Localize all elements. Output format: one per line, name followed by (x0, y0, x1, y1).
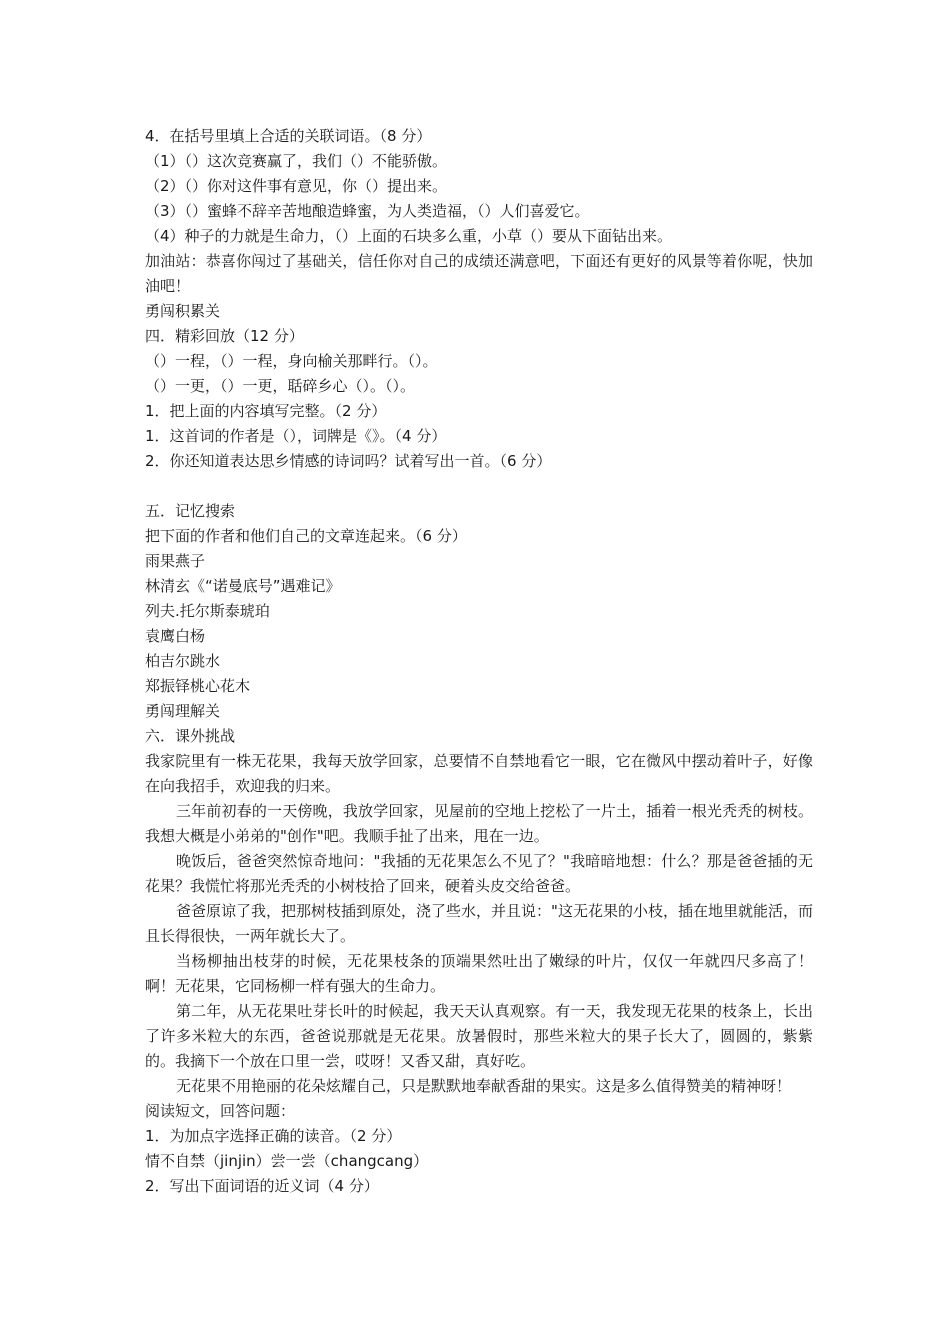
author-work-pair: 柏吉尔跳水 (145, 652, 221, 670)
question-4-item-1: （1）（）这次竞赛赢了，我们（）不能骄傲。 (145, 152, 448, 170)
level-understand-title: 勇闯理解关 (145, 702, 221, 720)
document-body (145, 124, 813, 1199)
passage-paragraph: 第二年，从无花果吐芽长叶的时候起，我天天认真观察。有一天，我发现无花果的枝条上，长出了许多米粒大的东西，爸爸说那就是无花果。放暑假时，那些米粒大的果子长大了，圆圆的，紫紫的。我摘下一个放在口里一尝，哎呀！又香又甜，真好吃。 (145, 1002, 813, 1070)
section-four-question-3: 2．你还知道表达思乡情感的诗词吗？试着写出一首。（6 分） (145, 452, 552, 470)
question-4-heading: 4．在括号里填上合适的关联词语。（8 分） (145, 127, 432, 145)
author-work-pair: 林清玄《“诺曼底号”遇难记》 (145, 577, 341, 595)
level-accumulate-title: 勇闯积累关 (145, 302, 221, 320)
question-4-item-2: （2）（）你对这件事有意见，你（）提出来。 (145, 177, 448, 195)
author-work-pair: 郑振铎桃心花木 (145, 677, 251, 695)
author-work-pair: 雨果燕子 (145, 552, 206, 570)
passage-paragraph: 无花果不用艳丽的花朵炫耀自己，只是默默地奉献香甜的果实。这是多么值得赞美的精神呀！ (176, 1077, 792, 1095)
poem-line-1: （）一程，（）一程，身向榆关那畔行。（）。 (145, 352, 438, 370)
section-four-heading: 四．精彩回放（12 分） (145, 327, 304, 345)
blank-line (145, 474, 813, 499)
section-five-heading: 五．记忆搜索 (145, 502, 236, 520)
passage-paragraph: 三年前初春的一天傍晚，我放学回家，见屋前的空地上挖松了一片土，插着一根光秃秃的树枝。我想大概是小弟弟的"创作"吧。我顺手扯了出来，甩在一边。 (145, 802, 813, 845)
poem-line-2: （）一更，（）一更，聒碎乡心（）。（）。 (145, 377, 416, 395)
encouragement-text: 加油站：恭喜你闯过了基础关，信任你对自己的成绩还满意吧，下面还有更好的风景等着你呢，快加油吧！ (145, 252, 813, 295)
author-work-pair: 袁鹰白杨 (145, 627, 206, 645)
section-six-heading: 六．课外挑战 (145, 727, 236, 745)
passage-paragraph: 爸爸原谅了我，把那树枝插到原处，浇了些水，并且说："这无花果的小枝，插在地里就能活，而且长得很快，一两年就长大了。 (145, 902, 813, 945)
question-4-item-4: （4）种子的力就是生命力，（）上面的石块多么重，小草（）要从下面钻出来。 (145, 227, 673, 245)
question-4-item-3: （3）（）蜜蜂不辞辛苦地酿造蜂蜜，为人类造福，（）人们喜爱它。 (145, 202, 590, 220)
reading-question-1-options: 情不自禁（jinjin）尝一尝（changcang） (145, 1152, 429, 1170)
author-work-pair: 列夫.托尔斯泰琥珀 (145, 602, 270, 620)
section-four-question-2: 1．这首词的作者是（），词牌是《》。（4 分） (145, 427, 447, 445)
passage-paragraph: 当杨柳抽出枝芽的时候，无花果枝条的顶端果然吐出了嫩绿的叶片，仅仅一年就四尺多高了！啊！无花果，它同杨柳一样有强大的生命力。 (145, 952, 813, 995)
section-four-question-1: 1．把上面的内容填写完整。（2 分） (145, 402, 387, 420)
reading-instruction: 阅读短文，回答问题： (145, 1102, 296, 1120)
reading-question-1: 1．为加点字选择正确的读音。（2 分） (145, 1127, 402, 1145)
passage-paragraph: 我家院里有一株无花果，我每天放学回家，总要情不自禁地看它一眼，它在微风中摆动着叶子，好像在向我招手，欢迎我的归来。 (145, 752, 813, 795)
passage-paragraph: 晚饭后，爸爸突然惊奇地问："我插的无花果怎么不见了？"我暗暗地想：什么？那是爸爸插的无花果？我慌忙将那光秃秃的小树枝拾了回来，硬着头皮交给爸爸。 (145, 852, 813, 895)
reading-question-2: 2．写出下面词语的近义词（4 分） (145, 1177, 379, 1195)
section-five-instruction: 把下面的作者和他们自己的文章连起来。（6 分） (145, 527, 467, 545)
